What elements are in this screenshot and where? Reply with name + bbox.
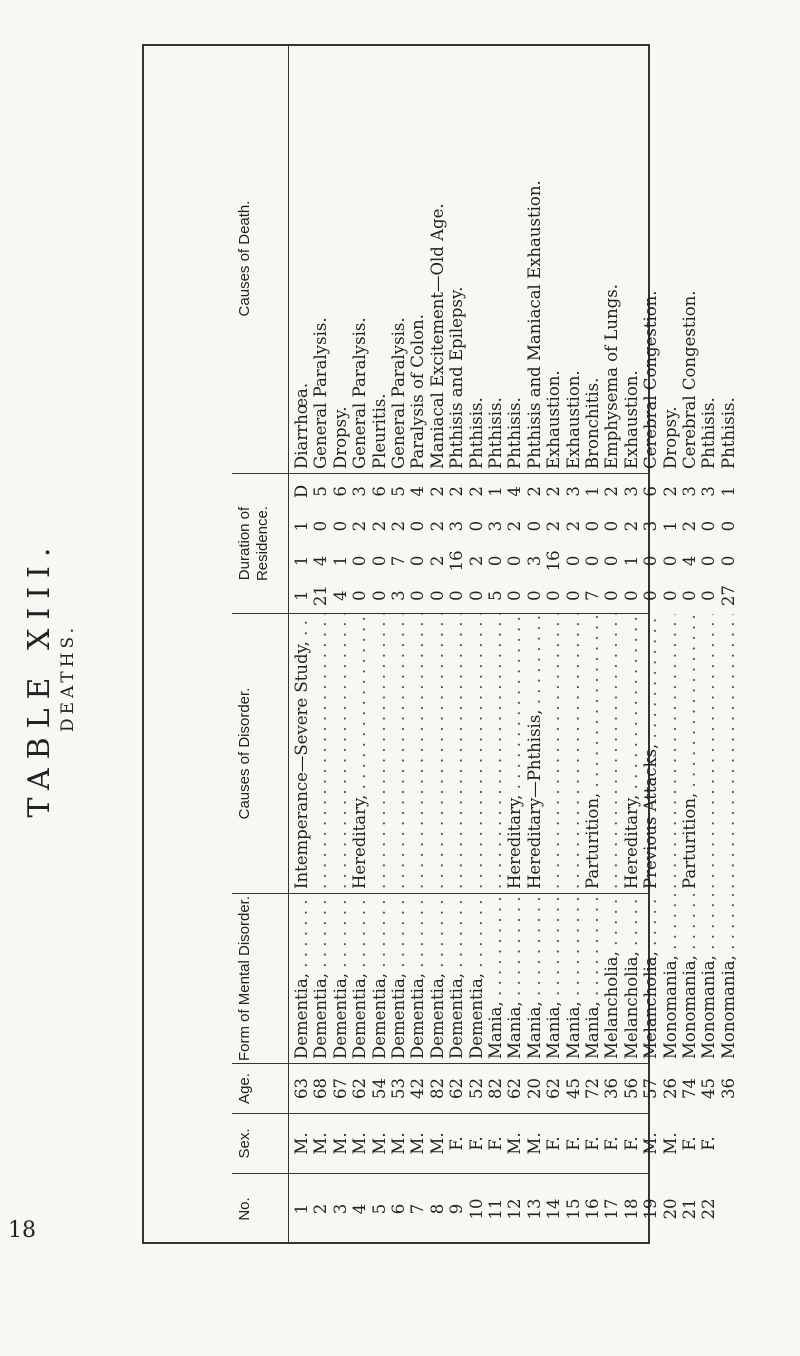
- duration-y: 0: [621, 590, 641, 601]
- cause-of-death: General Paralysis.: [350, 317, 370, 469]
- row-number: 17: [602, 1198, 622, 1220]
- duration-d: 4: [408, 486, 428, 497]
- duration-y: 0: [447, 590, 467, 601]
- cause-of-death: Dropsy.: [330, 406, 350, 469]
- row-sex: M.: [292, 1132, 311, 1155]
- col-form: [232, 894, 738, 1064]
- row-age: 68: [311, 1078, 331, 1099]
- row-duration: [389, 474, 408, 613]
- row-sex: M.: [311, 1132, 331, 1155]
- header-age: Age.: [236, 1064, 289, 1113]
- row-duration: [525, 474, 544, 613]
- row-number: 19: [641, 1198, 661, 1220]
- duration-y: 0: [505, 590, 525, 601]
- duration-m: 0: [602, 555, 622, 567]
- row-form-of-disorder: Monomania, . . .: [719, 894, 738, 1063]
- cause-of-death: General Paralysis.: [311, 317, 331, 469]
- row-duration: [544, 474, 563, 613]
- duration-w: 2: [427, 520, 447, 532]
- header-form: Form of Mental Disorder.: [236, 894, 289, 1063]
- col-no: [232, 1174, 719, 1244]
- duration-m: 0: [699, 555, 719, 567]
- duration-m: 2: [466, 555, 486, 567]
- duration-w: 1: [292, 520, 311, 532]
- row-duration: [719, 474, 738, 613]
- duration-d: 3: [350, 486, 370, 497]
- col-sex: [232, 1114, 719, 1174]
- row-cause-of-disorder: [699, 614, 718, 893]
- row-sex: M.: [660, 1132, 680, 1155]
- row-number: 13: [524, 1198, 544, 1220]
- row-age: 62: [447, 1078, 467, 1099]
- row-duration: [564, 474, 583, 613]
- row-age: 56: [621, 1078, 641, 1099]
- row-form-of-disorder: Mania, . . .: [486, 894, 505, 1063]
- row-cause-of-disorder: [602, 614, 621, 893]
- table-subtitle: DEATHS.: [58, 624, 78, 732]
- duration-y: 3: [389, 590, 408, 601]
- duration-d: 6: [369, 486, 389, 497]
- duration-d: 4: [505, 486, 525, 497]
- duration-d: 3: [621, 486, 641, 497]
- duration-y: 0: [544, 590, 564, 601]
- duration-y: 0: [524, 590, 544, 601]
- duration-w: 2: [350, 520, 370, 532]
- row-age: 62: [350, 1078, 370, 1099]
- row-form-of-disorder: Dementia, . . .: [370, 894, 389, 1063]
- cause-of-death: Phthisis and Maniacal Exhaustion.: [524, 180, 544, 469]
- duration-d: 2: [466, 486, 486, 497]
- row-cause-of-disorder: [311, 614, 330, 893]
- duration-d: 3: [680, 486, 699, 497]
- row-sex: F.: [447, 1136, 467, 1151]
- row-sex: F.: [583, 1136, 602, 1151]
- row-duration: [331, 474, 350, 613]
- col-causes-death: [232, 44, 738, 474]
- row-number: 3: [330, 1203, 350, 1215]
- duration-d: 2: [524, 486, 544, 497]
- row-number: 16: [583, 1198, 602, 1220]
- row-cause-of-disorder: [447, 614, 466, 893]
- row-sex: M.: [408, 1132, 428, 1155]
- row-sex: F.: [563, 1136, 583, 1151]
- duration-y: 0: [660, 590, 680, 601]
- row-number: 9: [447, 1203, 467, 1215]
- row-duration: [641, 474, 660, 613]
- duration-w: 0: [602, 520, 622, 532]
- duration-y: 27: [718, 585, 738, 607]
- duration-w: 2: [505, 520, 525, 532]
- cause-of-death: Bronchitis.: [583, 377, 602, 469]
- cause-of-death: Dropsy.: [660, 406, 680, 469]
- row-number: 10: [466, 1198, 486, 1220]
- duration-y: 0: [369, 590, 389, 601]
- row-number: 11: [486, 1198, 505, 1220]
- row-cause-of-disorder: [661, 614, 680, 893]
- cause-of-death: Phthisis and Epilepsy.: [447, 286, 467, 469]
- duration-y: 0: [699, 590, 719, 601]
- row-duration: [292, 474, 311, 613]
- duration-w: 0: [330, 520, 350, 532]
- duration-y: 0: [427, 590, 447, 601]
- duration-d: 5: [311, 486, 331, 497]
- row-form-of-disorder: Melancholia, . . .: [602, 894, 621, 1063]
- row-form-of-disorder: Dementia, . . .: [447, 894, 466, 1063]
- duration-m: 0: [583, 555, 602, 567]
- row-age: 36: [718, 1078, 738, 1099]
- col-age: [232, 1064, 738, 1114]
- cause-of-death: Exhaustion.: [621, 370, 641, 469]
- row-duration: [311, 474, 330, 613]
- col-duration: [232, 474, 738, 614]
- duration-d: 2: [660, 486, 680, 497]
- row-cause-of-disorder: Previous Attacks, . . .: [641, 614, 660, 893]
- row-age: 82: [486, 1078, 505, 1099]
- cause-of-death: Maniacal Excitement—Old Age.: [427, 203, 447, 469]
- row-cause-of-disorder: [467, 614, 486, 893]
- header-causes-disorder: Causes of Disorder.: [236, 614, 289, 893]
- row-cause-of-disorder: Hereditary—Phthisis, . . .: [525, 614, 544, 893]
- duration-w: 2: [544, 520, 564, 532]
- row-form-of-disorder: Dementia, . . .: [428, 894, 447, 1063]
- cause-of-death: Paralysis of Colon.: [408, 314, 428, 469]
- row-number: 12: [505, 1198, 525, 1220]
- row-cause-of-disorder: [370, 614, 389, 893]
- row-cause-of-disorder: [331, 614, 350, 893]
- duration-d: 6: [641, 486, 661, 497]
- row-duration: [699, 474, 718, 613]
- cause-of-death: Phthisis.: [486, 397, 505, 469]
- row-sex: F.: [699, 1136, 719, 1151]
- cause-of-death: Emphysema of Lungs.: [602, 284, 622, 469]
- duration-w: 2: [680, 520, 699, 532]
- row-duration: [467, 474, 486, 613]
- duration-w: 0: [311, 520, 331, 532]
- duration-m: 0: [369, 555, 389, 567]
- row-number: 1: [292, 1203, 311, 1215]
- row-form-of-disorder: Mania, . . .: [583, 894, 602, 1063]
- row-form-of-disorder: Mania, . . .: [564, 894, 583, 1063]
- row-duration: [622, 474, 641, 613]
- row-number: 22: [699, 1198, 719, 1220]
- row-form-of-disorder: Melancholia, . . .: [641, 894, 660, 1063]
- row-sex: M.: [427, 1132, 447, 1155]
- duration-w: 2: [369, 520, 389, 532]
- row-cause-of-disorder: Intemperance—Severe Study, . . .: [292, 614, 311, 893]
- duration-m: 0: [563, 555, 583, 567]
- row-sex: F.: [486, 1136, 505, 1151]
- row-number: 4: [350, 1203, 370, 1215]
- row-age: 53: [389, 1078, 408, 1099]
- cause-of-death: Phthisis.: [505, 397, 525, 469]
- row-cause-of-disorder: [544, 614, 563, 893]
- duration-d: 5: [389, 486, 408, 497]
- row-age: 20: [524, 1078, 544, 1099]
- row-sex: F.: [466, 1136, 486, 1151]
- row-sex: M.: [524, 1132, 544, 1155]
- duration-w: 2: [389, 520, 408, 532]
- duration-d: 1: [486, 486, 505, 497]
- duration-w: 0: [583, 520, 602, 532]
- row-duration: [350, 474, 369, 613]
- row-sex: M.: [389, 1132, 408, 1155]
- row-sex: M.: [330, 1132, 350, 1155]
- row-age: 57: [641, 1078, 661, 1099]
- row-duration: [428, 474, 447, 613]
- row-duration: [486, 474, 505, 613]
- row-number: 20: [660, 1198, 680, 1220]
- row-sex: M.: [350, 1132, 370, 1155]
- duration-m: 0: [660, 555, 680, 567]
- row-sex: F.: [680, 1136, 699, 1151]
- deaths-table: [232, 44, 738, 1244]
- duration-w: 2: [563, 520, 583, 532]
- duration-m: 3: [524, 555, 544, 567]
- duration-m: 16: [447, 550, 467, 572]
- duration-d: D: [292, 484, 311, 498]
- row-age: 67: [330, 1078, 350, 1099]
- row-duration: [680, 474, 699, 613]
- row-form-of-disorder: Mania, . . .: [505, 894, 524, 1063]
- duration-m: 1: [330, 555, 350, 567]
- duration-y: 0: [641, 590, 661, 601]
- row-age: 54: [369, 1078, 389, 1099]
- row-sex: M.: [641, 1132, 661, 1155]
- duration-y: 4: [330, 590, 350, 601]
- row-form-of-disorder: Monomania, . . .: [680, 894, 699, 1063]
- row-age: 45: [699, 1078, 719, 1099]
- row-number: [719, 1174, 738, 1244]
- duration-d: 2: [427, 486, 447, 497]
- duration-d: 2: [447, 486, 467, 497]
- table-title: TABLE XIII.: [22, 538, 57, 818]
- row-duration: [583, 474, 602, 613]
- row-cause-of-disorder: [428, 614, 447, 893]
- row-form-of-disorder: Mania, . . .: [544, 894, 563, 1063]
- duration-m: 0: [486, 555, 505, 567]
- duration-m: 0: [641, 555, 661, 567]
- duration-y: 0: [408, 590, 428, 601]
- row-age: 62: [544, 1078, 564, 1099]
- cause-of-death: Exhaustion.: [544, 370, 564, 469]
- duration-y: 0: [350, 590, 370, 601]
- cause-of-death: General Paralysis.: [389, 317, 408, 469]
- duration-w: 0: [524, 520, 544, 532]
- duration-m: 0: [505, 555, 525, 567]
- duration-w: 0: [466, 520, 486, 532]
- row-form-of-disorder: Dementia, . . .: [389, 894, 408, 1063]
- row-number: 2: [311, 1203, 331, 1215]
- duration-w: 3: [486, 520, 505, 532]
- duration-m: 4: [311, 555, 331, 567]
- duration-d: 3: [563, 486, 583, 497]
- row-form-of-disorder: Monomania, . . .: [699, 894, 718, 1063]
- row-number: 18: [621, 1198, 641, 1220]
- duration-m: 16: [544, 550, 564, 572]
- duration-m: 0: [408, 555, 428, 567]
- row-age: 62: [505, 1078, 525, 1099]
- duration-m: 4: [680, 555, 699, 567]
- row-cause-of-disorder: [564, 614, 583, 893]
- duration-d: 2: [602, 486, 622, 497]
- duration-d: 1: [583, 486, 602, 497]
- row-form-of-disorder: Dementia, . . .: [350, 894, 369, 1063]
- row-age: 74: [680, 1078, 699, 1099]
- row-sex: M.: [505, 1132, 525, 1155]
- duration-y: 21: [311, 585, 331, 607]
- row-form-of-disorder: Dementia, . . .: [331, 894, 350, 1063]
- row-age: 52: [466, 1078, 486, 1099]
- duration-y: 0: [563, 590, 583, 601]
- row-sex: F.: [602, 1136, 622, 1151]
- row-age: 72: [583, 1078, 602, 1099]
- duration-y: 1: [292, 590, 311, 601]
- duration-m: 0: [718, 555, 738, 567]
- duration-y: 0: [602, 590, 622, 601]
- row-form-of-disorder: Monomania, . . .: [661, 894, 680, 1063]
- duration-d: 1: [718, 486, 738, 497]
- duration-w: 3: [641, 520, 661, 532]
- row-duration: [370, 474, 389, 613]
- row-age: 42: [408, 1078, 428, 1099]
- duration-m: 2: [427, 555, 447, 567]
- row-cause-of-disorder: [408, 614, 427, 893]
- row-age: 63: [292, 1078, 311, 1099]
- duration-y: 0: [466, 590, 486, 601]
- row-duration: [602, 474, 621, 613]
- header-sex: Sex.: [236, 1114, 289, 1173]
- row-cause-of-disorder: [389, 614, 408, 893]
- duration-y: 0: [680, 590, 699, 601]
- cause-of-death: Cerebral Congestion.: [641, 290, 661, 469]
- duration-w: 0: [408, 520, 428, 532]
- row-cause-of-disorder: Parturition, . . .: [583, 614, 602, 893]
- row-age: 82: [427, 1078, 447, 1099]
- duration-m: 0: [350, 555, 370, 567]
- row-number: 14: [544, 1198, 564, 1220]
- duration-m: 7: [389, 555, 408, 567]
- duration-w: 0: [718, 520, 738, 532]
- row-cause-of-disorder: Hereditary, . . .: [622, 614, 641, 893]
- cause-of-death: Pleuritis.: [369, 393, 389, 469]
- duration-m: 1: [621, 555, 641, 567]
- row-number: 5: [369, 1203, 389, 1215]
- duration-w: 3: [447, 520, 467, 532]
- row-age: 45: [563, 1078, 583, 1099]
- col-causes-disorder: [232, 614, 699, 894]
- row-form-of-disorder: Dementia, . . .: [292, 894, 311, 1063]
- row-number: 8: [427, 1203, 447, 1215]
- duration-w: 1: [660, 520, 680, 532]
- row-number: 6: [389, 1203, 408, 1215]
- row-form-of-disorder: Mania, . . .: [525, 894, 544, 1063]
- row-number: 21: [680, 1198, 699, 1220]
- cause-of-death: Phthisis.: [699, 397, 719, 469]
- duration-y: 5: [486, 590, 505, 601]
- row-age: 26: [660, 1078, 680, 1099]
- duration-d: 6: [330, 486, 350, 497]
- row-number: 7: [408, 1203, 428, 1215]
- row-age: 36: [602, 1078, 622, 1099]
- row-form-of-disorder: Dementia, . . .: [467, 894, 486, 1063]
- cause-of-death: Exhaustion.: [563, 370, 583, 469]
- duration-w: 2: [621, 520, 641, 532]
- duration-m: 1: [292, 555, 311, 567]
- row-sex: F.: [621, 1136, 641, 1151]
- row-duration: [447, 474, 466, 613]
- header-duration: Duration of Residence.: [236, 474, 289, 613]
- row-sex: [719, 1114, 738, 1173]
- duration-d: 2: [544, 486, 564, 497]
- cause-of-death: Cerebral Congestion.: [680, 290, 699, 469]
- row-sex: M.: [369, 1132, 389, 1155]
- header-causes-death: Causes of Death.: [236, 44, 289, 473]
- row-form-of-disorder: Dementia, . . .: [311, 894, 330, 1063]
- row-cause-of-disorder: Hereditary, . . .: [350, 614, 369, 893]
- row-form-of-disorder: Dementia, . . .: [408, 894, 427, 1063]
- cause-of-death: Diarrhœa.: [292, 382, 311, 469]
- cause-of-death: Phthisis.: [718, 397, 738, 469]
- cause-of-death: Phthisis.: [466, 397, 486, 469]
- duration-d: 3: [699, 486, 719, 497]
- row-cause-of-disorder: Hereditary, . . .: [505, 614, 524, 893]
- row-sex: F.: [544, 1136, 564, 1151]
- duration-w: 0: [699, 520, 719, 532]
- header-no: No.: [236, 1174, 289, 1244]
- row-cause-of-disorder: [719, 614, 738, 893]
- row-form-of-disorder: Melancholia, . . .: [622, 894, 641, 1063]
- duration-y: 7: [583, 590, 602, 601]
- row-duration: [505, 474, 524, 613]
- page-number: 18: [8, 1218, 36, 1243]
- row-duration: [408, 474, 427, 613]
- row-cause-of-disorder: [486, 614, 505, 893]
- row-duration: [661, 474, 680, 613]
- row-number: 15: [563, 1198, 583, 1220]
- row-cause-of-disorder: Parturition, . . .: [680, 614, 699, 893]
